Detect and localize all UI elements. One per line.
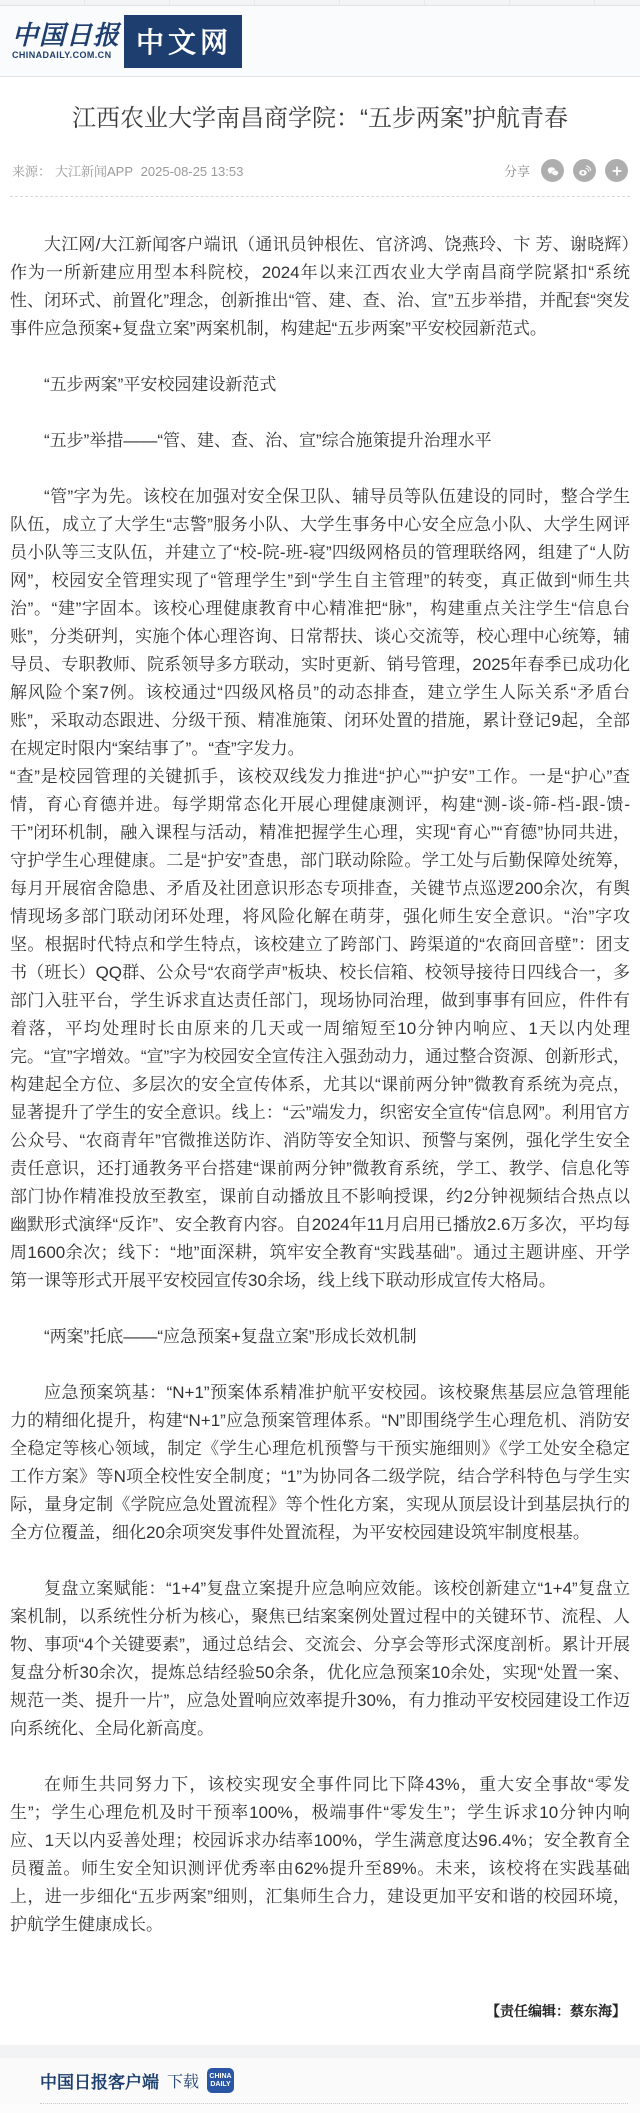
article-paragraph: “管”字为先。该校在加强对安全保卫队、辅导员等队伍建设的同时，整合学生队伍，成立了大学生“志警”服务小队、大学生事务中心安全应急小队、大学生网评员小队等三支队伍，并建立了“校-院-班-寝”四级网格员的管理联络网，组建了“人防网”，校园安全管理实现了“管理学生”到“学生自主管理”的转变，真正做到“师生共治”。“建”字固本。该校心理健康教育中心精准把“脉”，构建重点关注学生“信息台账”，分类研判，实施个体心理咨询、日常帮扶、谈心交流等，校心理中心统筹，辅导员、专职教师、院系领导多方联动，实时更新、销号管理，2025年春季已成功化解风险个案7例。该校通过“四级风格员”的动态排查，建立学生人际关系“矛盾台账”，采取动态跟进、分级干预、精准施策、闭环处置的措施，累计登记9起，全部在规定时限内“案结事了”。“查”字发力。	[10, 487, 630, 758]
publish-datetime: 2025-08-25 13:53	[140, 164, 244, 179]
article-paragraph: “查”是校园管理的关键抓手，该校双线发力推进“护心”“护安”工作。一是“护心”查情，育心育德并进。每学期常态化开展心理健康测评，构建“测-谈-筛-档-跟-馈-干”闭环机制，融入课程与活动，精准把握学生心理，实现“育心”“育德”协同共进，守护学生心理健康。二是“护安”查患，部门联动除险。学工处与后勤保障处统筹，每月开展宿舍隐患、矛盾及社团意识形态专项排查，关键节点巡逻200余次，有舆情现场多部门联动闭环处理，将风险化解在萌芽，强化师生安全意识。“治”字攻坚。根据时代特点和学生特点，该校建立了跨部门、跨渠道的“农商回音壁”：团支书（班长）QQ群、公众号“农商学声”板块、校长信箱、校领导接待日四线合一，多部门入驻平台，学生诉求直达责任部门，现场协同治理，做到事事有回应，件件有着落，平均处理时长由原来的几天或一周缩短至10分钟内响应、1天以内处理完。“宣”字增效。“宣”字为校园安全宣传注入强劲动力，通过整合资源、创新形式，构建起全方位、多层次的安全宣传体系，尤其以“课前两分钟”微教育系统为亮点，显著提升了学生的安全意识。线上：“云”端发力，织密安全宣传“信息网”。利用官方公众号、“农商青年”官微推送防诈、消防等安全知识、预警与案例，强化学生安全责任意识，还打通教务平台搭建“课前两分钟”微教育系统，学工、教学、信息化等部门协作精准投放至教室，课前自动播放且不影响授课，约2分钟视频结合热点以幽默形式演绎“反诈”、安全教育内容。自2024年11月启用已播放2.6万多次，平均每周1600余次；线下：“地”面深耕，筑牢安全教育“实践基础”。通过主题讲座、开学第一课等形式开展平安校园宣传30余场，线上线下联动形成宣传大格局。	[10, 767, 630, 1290]
logo-sub-text: CHINADAILY.COM.CN	[12, 50, 112, 60]
app-icon-line2: DAILY	[210, 2080, 231, 2088]
share-group	[504, 159, 628, 182]
app-icon-line1: CHINA	[209, 2072, 232, 2080]
article-paragraph: 应急预案筑基：“N+1”预案体系精准护航平安校园。该校聚焦基层应急管理能力的精细化提升，构建“N+1”应急预案管理体系。“N”即围绕学生心理危机、消防安全稳定等核心领域，制定《学生心理危机预警与干预实施细则》《学工处安全稳定工作方案》等N项全校性安全制度；“1”为协同各二级学院，结合学科特色与学生实际，量身定制《学院应急处置流程》等个性化方案，实现从顶层设计到基层执行的全方位覆盖，细化20余项突发事件处置流程，为平安校园建设筑牢制度根基。	[10, 1383, 630, 1542]
source-line	[12, 161, 247, 180]
article-paragraph: “五步”举措——“管、建、查、治、宣”综合施策提升治理水平	[44, 431, 492, 450]
site-header	[0, 6, 640, 77]
source-label: 来源：	[12, 164, 52, 179]
article-paragraph: “五步两案”平安校园建设新范式	[44, 375, 277, 394]
pre-footer-band	[0, 2045, 640, 2058]
more-share-icon[interactable]	[605, 159, 628, 182]
footer-download-link[interactable]: 下载	[167, 2074, 200, 2091]
wechat-share-icon[interactable]	[541, 159, 564, 182]
source-name: 大江新闻APP	[55, 164, 134, 179]
title-section	[0, 77, 640, 151]
weibo-share-icon[interactable]	[573, 159, 596, 182]
chinadaily-app-icon[interactable]	[207, 2068, 234, 2093]
article-body	[0, 197, 640, 1939]
article-title: 江西农业大学南昌商学院：“五步两案”护航青春	[72, 105, 568, 132]
article-paragraph: 在师生共同努力下，该校实现安全事件同比下降43%，重大安全事故“零发生”；学生心理危机及时干预率100%，极端事件“零发生”；学生诉求10分钟内响应、1天以内妥善处理；校园诉求办结率100%，学生满意度达96.4%；安全教育全员覆盖。师生安全知识测评优秀率由62%提升至89%。未来，该校将在实践基础上，进一步细化“五步两案”细则，汇集师生合力，建设更加平安和谐的校园环境，护航学生健康成长。	[10, 1775, 630, 1934]
footer-bottom-space	[0, 2104, 640, 2113]
article-paragraph: 复盘立案赋能：“1+4”复盘立案提升应急响应效能。该校创新建立“1+4”复盘立案机制，以系统性分析为核心，聚焦已结案案例处置过程中的关键环节、流程、人物、事项“4个关键要素”，通过总结会、交流会、分享会等形式深度剖析。累计开展复盘分析30余次，提炼总结经验50余条，优化应急预案10余处，实现“处置一案、规范一类、提升一片”，应急处置响应效率提升30%，有力推动平安校园建设工作迈向系统化、全局化新高度。	[10, 1579, 630, 1738]
share-label: 分享	[503, 164, 530, 179]
article-paragraph: “两案”托底——“应急预案+复盘立案”形成长效机制	[44, 1327, 417, 1346]
footer-client-label[interactable]: 中国日报客户端	[40, 2073, 159, 2092]
logo-cn-text: 中国日报	[12, 21, 121, 50]
meta-row	[0, 151, 640, 196]
site-footer	[0, 2058, 640, 2104]
editor-note: 【责任编辑：蔡东海】	[486, 2003, 626, 2019]
site-badge-chinese-site[interactable]: 中文网	[124, 15, 242, 68]
article-paragraph: 大江网/大江新闻客户端讯（通讯员钟根佐、官济鸿、饶燕玲、卞 芳、谢晓辉）作为一所新建应用型本科院校，2024年以来江西农业大学南昌商学院紧扣“系统性、闭环式、前置化”理念，创新推出“管、建、查、治、宣”五步举措，并配套“突发事件应急预案+复盘立案”两案机制，构建起“五步两案”平安校园新范式。	[10, 235, 630, 338]
chinadaily-logo[interactable]	[12, 23, 120, 60]
